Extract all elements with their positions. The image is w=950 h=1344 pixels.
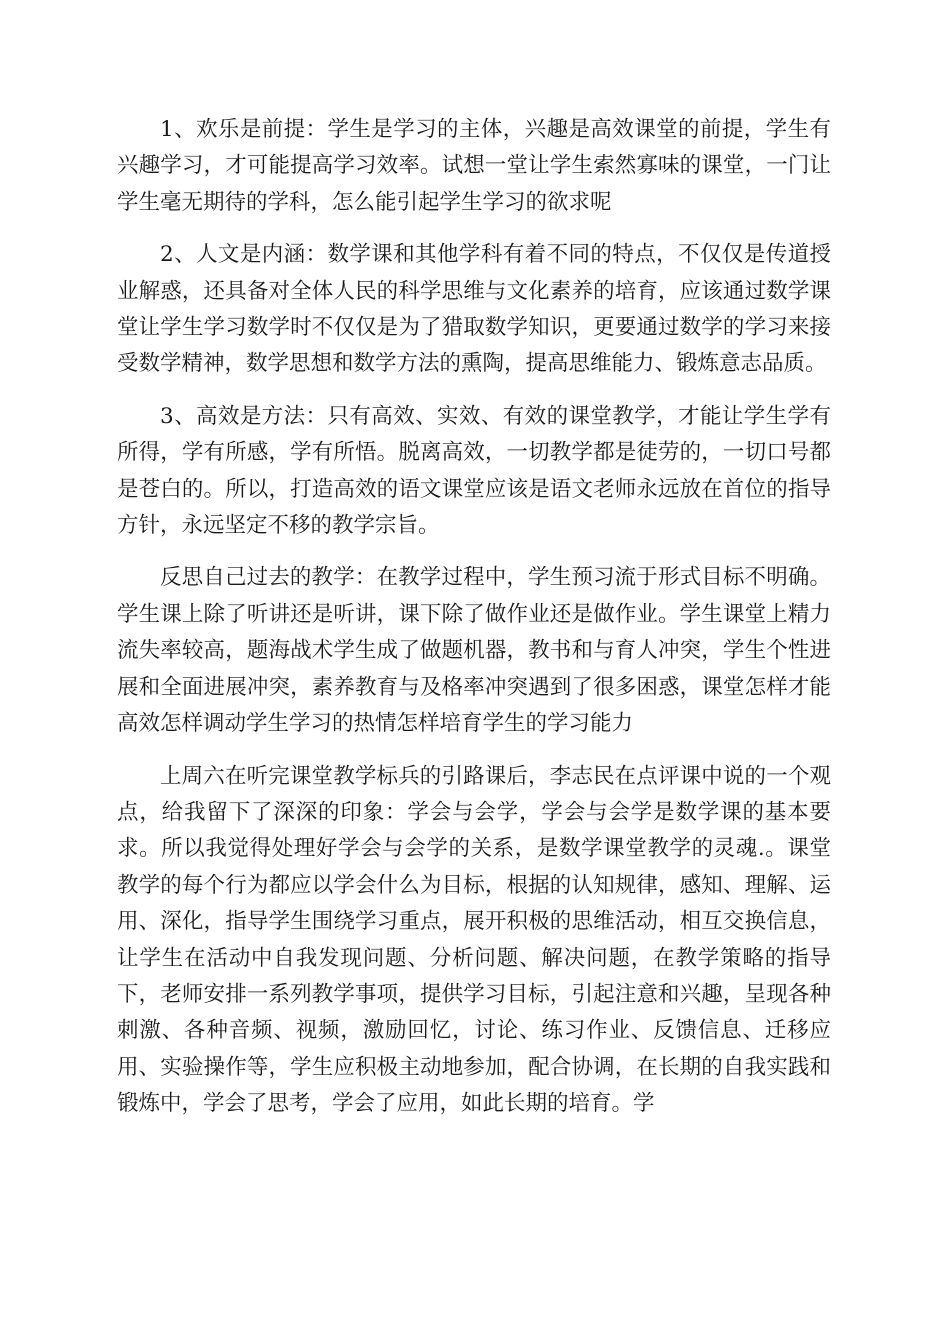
paragraph-3: 3、高效是方法：只有高效、实效、有效的课堂教学，才能让学生学有所得，学有所感，学有所悟。脱离高效，一切教学都是徒劳的，一切口号都是苍白的。所以，打造高效的语文课堂应该是语文老师永远放在首位的指导方针，永远坚定不移的教学宗旨。 (117, 403, 831, 539)
paragraph-1: 1、欢乐是前提：学生是学习的主体，兴趣是高效课堂的前提，学生有兴趣学习，才可能提高学习效率。试想一堂让学生索然寡味的课堂，一门让学生毫无期待的学科，怎么能引起学生学习的欲求呢 (117, 117, 831, 215)
document-page (117, 112, 831, 1139)
paragraph-2: 2、人文是内涵：数学课和其他学科有着不同的特点，不仅仅是传道授业解惑，还具备对全体人民的科学思维与文化素养的培育，应该通过数学课堂让学生学习数学时不仅仅是为了猎取数学知识，更要通过数学的学习来接受数学精神，数学思想和数学方法的熏陶，提高思维能力、锻炼意志品质。 (117, 242, 831, 377)
paragraph-4: 反思自己过去的教学：在教学过程中，学生预习流于形式目标不明确。学生课上除了听讲还是听讲，课下除了做作业还是做作业。学生课堂上精力流失率较高，题海战术学生成了做题机器，教书和与育人冲突，学生个性进展和全面进展冲突，素养教育与及格率冲突遇到了很多困惑，课堂怎样才能高效怎样调动学生学习的热情怎样培育学生的学习能力 (117, 565, 831, 737)
paragraph-5: 上周六在听完课堂教学标兵的引路课后，李志民在点评课中说的一个观点，给我留下了深深的印象：学会与会学，学会与会学是数学课的基本要求。所以我觉得处理好学会与会学的关系，是数学课堂教学的灵魂.。课堂教学的每个行为都应以学会什么为目标，根据的认知规律，感知、理解、运用、深化，指导学生围绕学习重点，展开积极的思维活动，相互交换信息，让学生在活动中自我发现问题、分析问题、解决问题，在教学策略的指导下，老师安排一系列教学事项，提供学习目标，引起注意和兴趣，呈现各种刺激、各种音频、视频，激励回忆，讨论、练习作业、反馈信息、迁移应用、实验操作等，学生应积极主动地参加，配合协调，在长期的自我实践和锻炼中，学会了思考，学会了应用，如此长期的培育。学 (117, 763, 831, 1117)
